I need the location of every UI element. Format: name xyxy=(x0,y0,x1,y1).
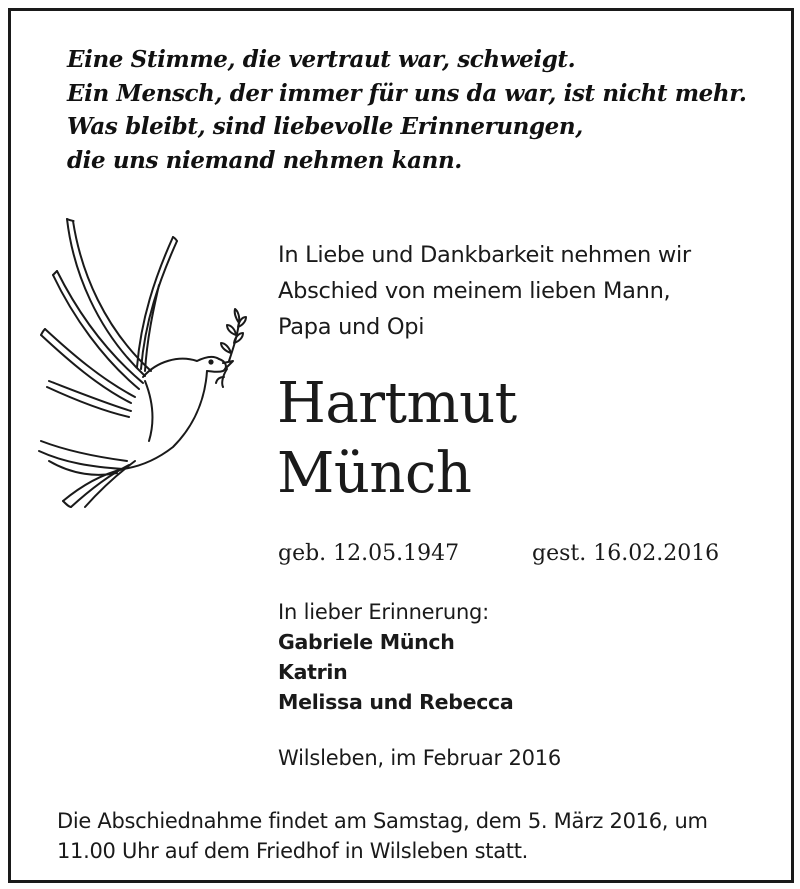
obituary-card xyxy=(8,8,794,883)
mourner-name: Melissa und Rebecca xyxy=(278,690,514,714)
poem-line: Was bleibt, sind liebevolle Erinnerungen, xyxy=(67,113,583,140)
poem-line: Eine Stimme, die vertraut war, schweigt. xyxy=(67,46,576,73)
notice-line: Die Abschiednahme findet am Samstag, dem 5. März 2016, um xyxy=(57,809,708,833)
notice-line: 11.00 Uhr auf dem Friedhof in Wilsleben statt. xyxy=(57,839,529,863)
mourners-label: In lieber Erinnerung: xyxy=(278,600,490,624)
deceased-first-name: Hartmut xyxy=(277,371,517,436)
place-and-date: Wilsleben, im Februar 2016 xyxy=(278,746,562,770)
intro-line: Abschied von meinem lieben Mann, xyxy=(278,278,671,304)
deceased-last-name: Münch xyxy=(277,441,472,506)
intro-line: In Liebe und Dankbarkeit nehmen wir xyxy=(278,242,691,268)
birth-date: geb. 12.05.1947 xyxy=(278,541,460,566)
farewell-intro xyxy=(278,237,691,345)
poem-line: Ein Mensch, der immer für uns da war, ist nicht mehr. xyxy=(67,79,747,107)
poem-line: die uns niemand nehmen kann. xyxy=(67,146,462,174)
mourners-block xyxy=(278,597,513,717)
intro-line: Papa und Opi xyxy=(278,314,425,340)
memorial-poem xyxy=(67,43,746,177)
mourner-name: Gabriele Münch xyxy=(278,630,455,654)
death-date: gest. 16.02.2016 xyxy=(532,541,720,566)
deceased-name xyxy=(277,369,517,509)
mourner-name: Katrin xyxy=(278,660,348,684)
funeral-notice xyxy=(57,806,708,866)
dove-with-olive-branch-icon xyxy=(27,211,257,511)
